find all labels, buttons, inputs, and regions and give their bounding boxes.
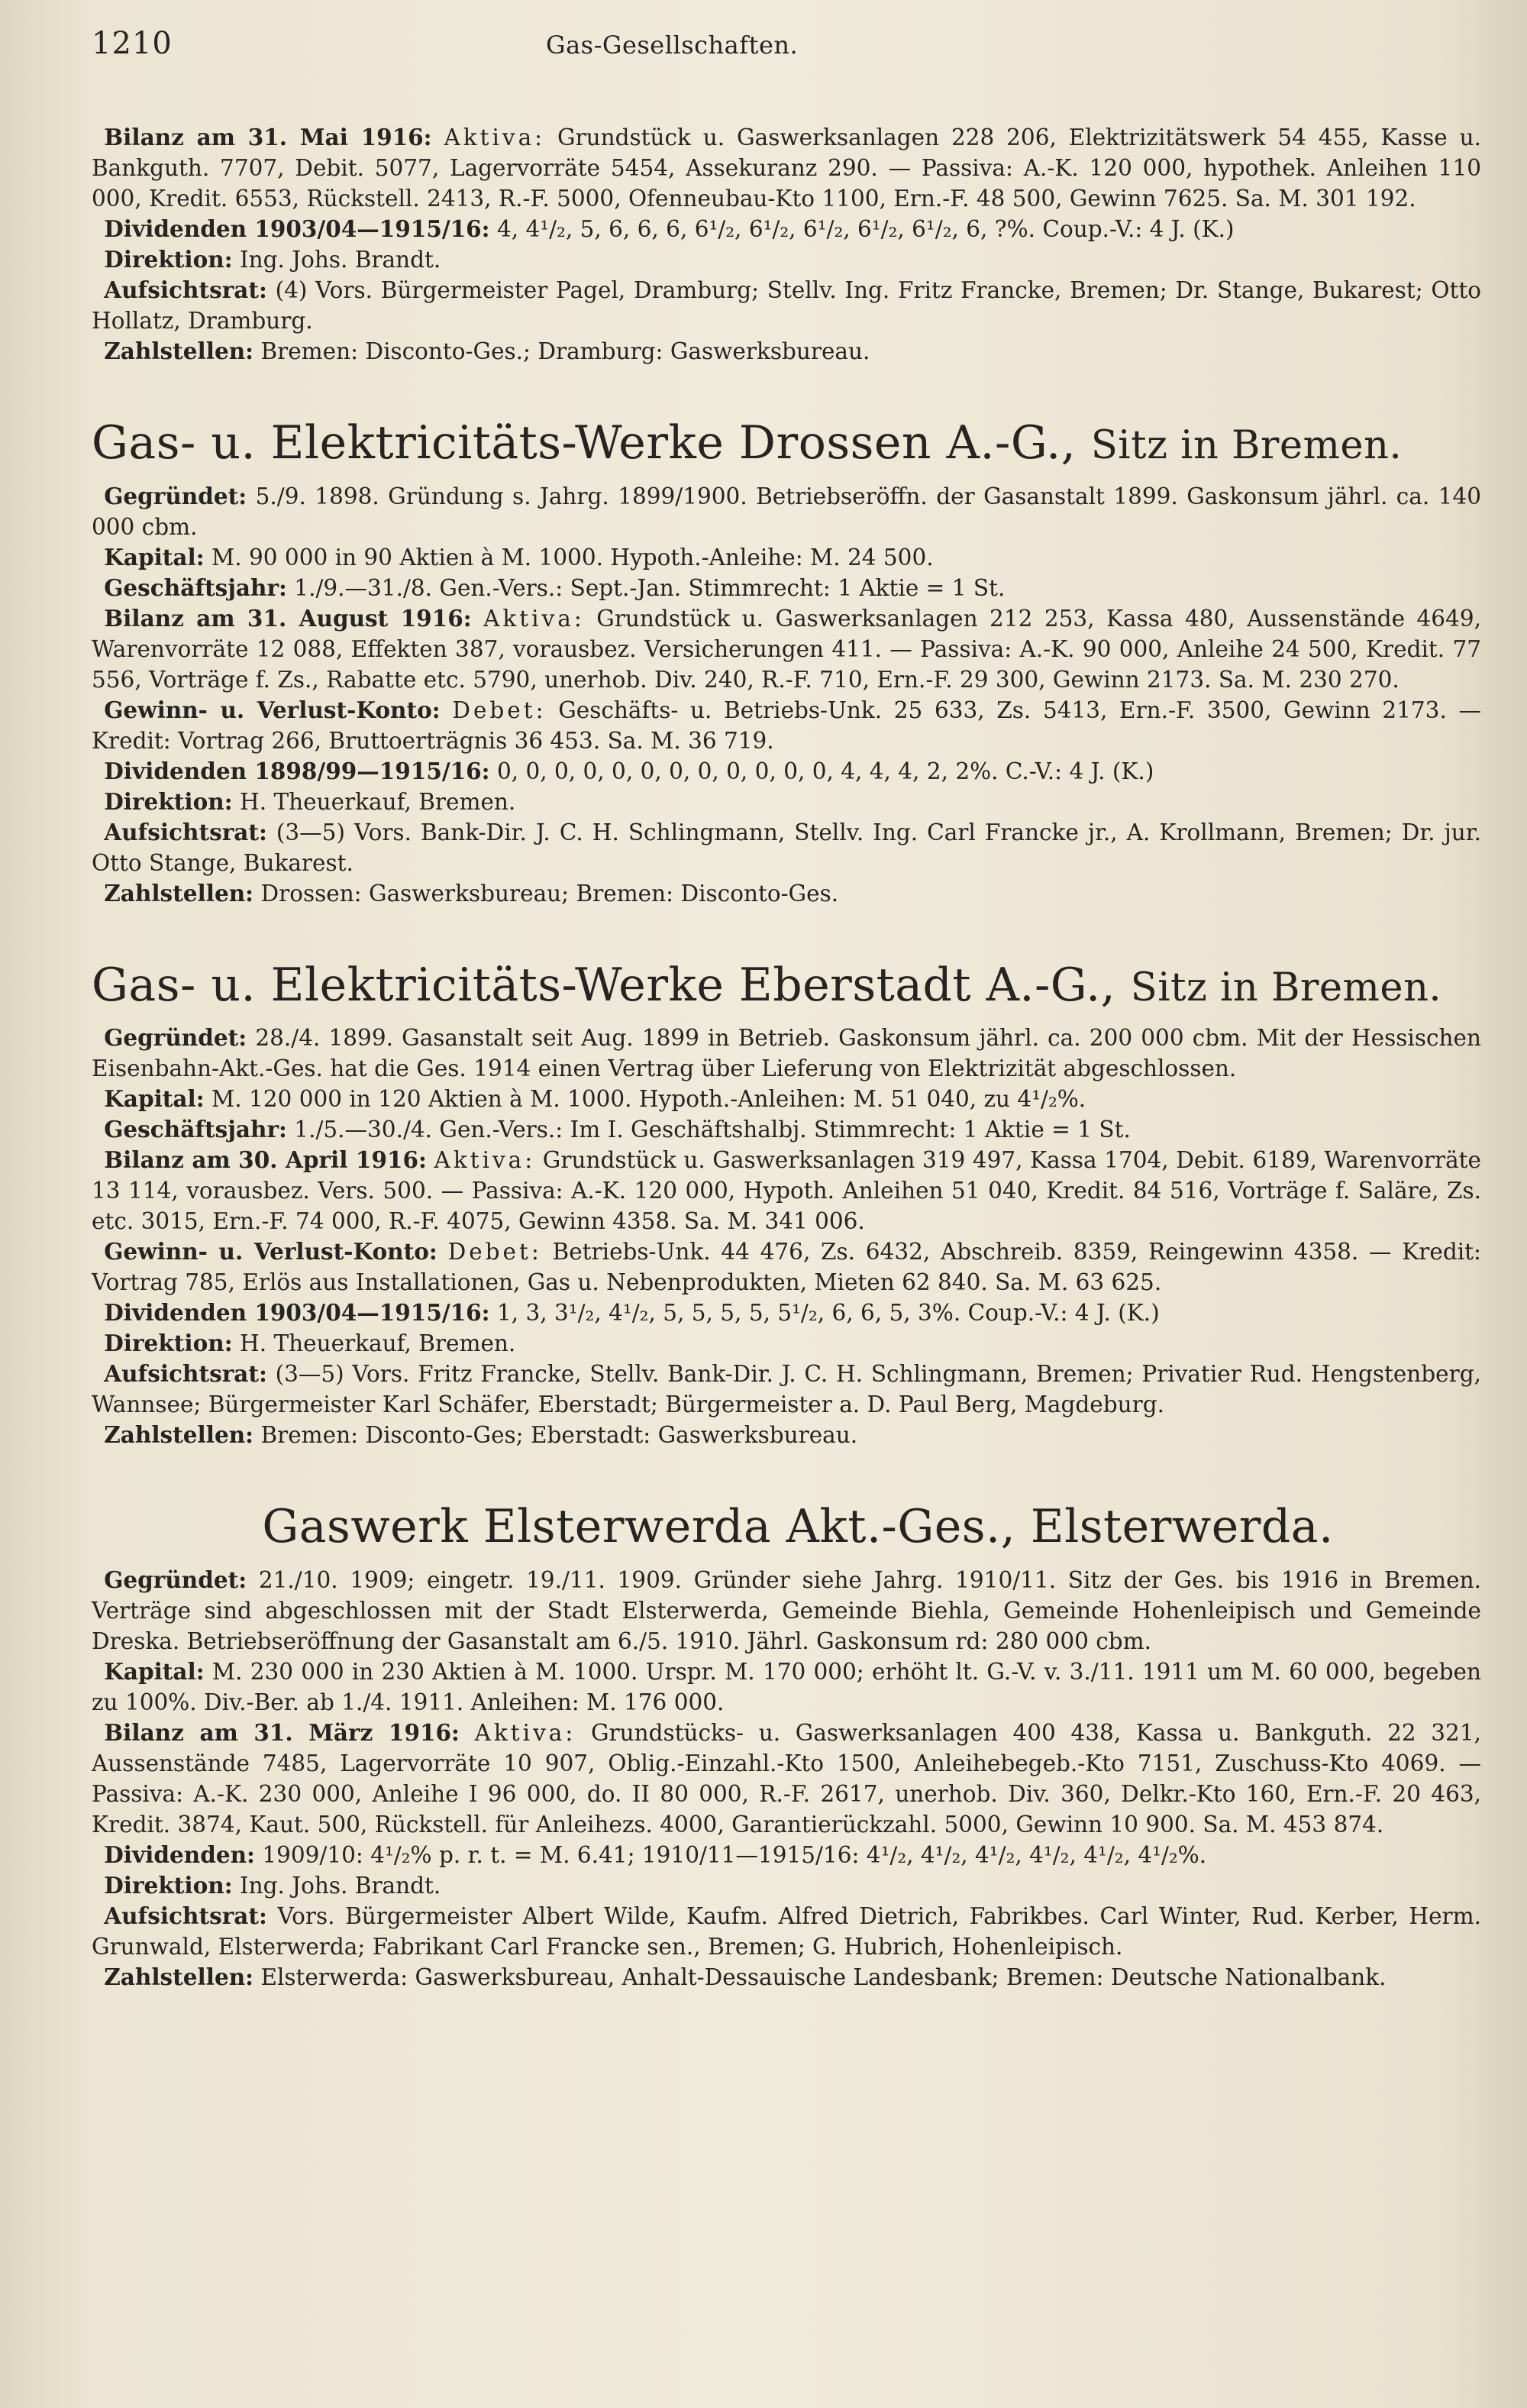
field-label: Gegründet: — [104, 1024, 247, 1052]
field-label: Direktion: — [104, 1330, 233, 1357]
field-text: M. 120 000 in 120 Aktien à M. 1000. Hypoth.-Anleihen: M. 51 040, zu 4¹/₂%. — [211, 1086, 1086, 1113]
field-label: Gegründet: — [104, 482, 247, 509]
field-label: Gewinn- u. Verlust-Konto: — [104, 696, 441, 723]
field-text: Geschäfts- u. Betriebs-Unk. 25 633, Zs. 5413, Ern.-F. 3500, Gewinn 2173. — Kredit: Vortrag 266, Bruttoerträgnis 36 453. Sa. M. 36 719. — [92, 697, 1481, 754]
section-label: Debet: — [452, 697, 547, 723]
entry-paragraph — [92, 275, 1481, 336]
field-label: Zahlstellen: — [104, 879, 254, 907]
field-text: 5./9. 1898. Gründung s. Jahrg. 1899/1900. Betriebseröffn. der Gasanstalt 1899. Gaskonsum jährl. ca. 140 000 cbm. — [92, 483, 1481, 540]
field-label: Direktion: — [104, 1871, 233, 1899]
entry-paragraph — [92, 1359, 1481, 1420]
page-number: 1210 — [92, 26, 173, 61]
company-name: Gaswerk Elsterwerda Akt.-Ges., Elsterwerda. — [262, 1500, 1334, 1554]
entry-paragraph — [92, 1145, 1481, 1236]
field-text: Ing. Johs. Brandt. — [240, 247, 441, 273]
field-label: Gewinn- u. Verlust-Konto: — [104, 1238, 437, 1265]
entry-paragraph — [92, 573, 1481, 603]
entry-paragraph — [92, 787, 1481, 817]
entry-paragraph — [92, 1718, 1481, 1840]
field-label: Bilanz am 31. März 1916: — [104, 1718, 460, 1746]
field-label: Kapital: — [104, 1657, 205, 1685]
field-label: Aufsichtsrat: — [104, 1360, 267, 1388]
entry-paragraph — [92, 542, 1481, 573]
entry-paragraph — [92, 214, 1481, 244]
entry-paragraph — [92, 1840, 1481, 1870]
field-text: Vors. Bürgermeister Albert Wilde, Kaufm. Alfred Dietrich, Fabrikbes. Carl Winter, Rud. Kerber, Herm. Grunwald, Elsterwerda; Fabrikant Carl Francke sen., Bremen; G. Hubrich, Hohenleipisch. — [92, 1902, 1481, 1960]
entry-paragraph — [92, 1298, 1481, 1328]
field-label: Bilanz am 31. August 1916: — [104, 604, 472, 632]
field-label: Dividenden: — [104, 1841, 255, 1868]
field-label: Kapital: — [104, 543, 205, 570]
entry-paragraph — [92, 122, 1481, 214]
company-title — [92, 1501, 1481, 1554]
entry-paragraph — [92, 1236, 1481, 1298]
field-text: Grundstück u. Gaswerksanlagen 228 206, Elektrizitätswerk 54 455, Kasse u. Bankguth. 7707, Debit. 5077, Lagervorräte 5454, Assekuranz 290. — Passiva: A.-K. 120 000, hypothek. Anleihen 110 000, Kredit. 6553, Rückstell. 2413, R.-F. 5000, Ofenneubau-Kto 1100, Ern.-F. 48 500, Gewinn 7625. Sa. M. 301 192. — [92, 124, 1481, 212]
field-text: Drossen: Gaswerksbureau; Bremen: Disconto-Ges. — [260, 880, 839, 907]
company-entry — [92, 959, 1481, 1451]
field-text: Betriebs-Unk. 44 476, Zs. 6432, Abschreib. 8359, Reingewinn 4358. — Kredit: Vortrag 785, Erlös aus Installationen, Gas u. Nebenprodukten, Mieten 62 840. Sa. M. 63 625. — [92, 1239, 1481, 1296]
company-seat: Sitz in Bremen. — [1090, 423, 1403, 468]
field-text: Elsterwerda: Gaswerksbureau, Anhalt-Dessauische Landesbank; Bremen: Deutsche Nationalbank. — [260, 1964, 1387, 1990]
entry-paragraph — [92, 1565, 1481, 1657]
field-text: H. Theuerkauf, Bremen. — [240, 1330, 516, 1357]
entry-paragraph — [92, 1023, 1481, 1084]
entry-paragraph — [92, 756, 1481, 787]
field-text: Grundstück u. Gaswerksanlagen 212 253, Kassa 480, Aussenstände 4649, Warenvorräte 12 088, Effekten 387, vorausbez. Versicherungen 411. — Passiva: A.-K. 90 000, Anleihe 24 500, Kredit. 77 556, Vorträge f. Zs., Rabatte etc. 5790, unerhob. Div. 240, R.-F. 710, Ern.-F. 29 300, Gewinn 2173. Sa. M. 230 270. — [92, 605, 1481, 693]
company-name: Gas- u. Elektricitäts-Werke Drossen A.-G., — [92, 416, 1077, 470]
section-label: Aktiva: — [434, 1147, 536, 1174]
field-label: Geschäftsjahr: — [104, 574, 287, 601]
field-label: Aufsichtsrat: — [104, 1902, 267, 1929]
entry-paragraph — [92, 695, 1481, 756]
section-label: Debet: — [447, 1239, 542, 1265]
field-text: Bremen: Disconto-Ges.; Dramburg: Gaswerksbureau. — [260, 338, 870, 364]
field-label: Dividenden 1898/99—1915/16: — [104, 757, 490, 784]
entry-paragraph — [92, 603, 1481, 695]
field-text: Bremen: Disconto-Ges; Eberstadt: Gaswerksbureau. — [260, 1422, 858, 1449]
field-label: Direktion: — [104, 246, 233, 273]
entry-paragraph — [92, 1084, 1481, 1114]
field-text: 28./4. 1899. Gasanstalt seit Aug. 1899 in Betrieb. Gaskonsum jährl. ca. 200 000 cbm. Mit der Hessischen Eisenbahn-Akt.-Ges. hat die Ges. 1914 einen Vertrag über Lieferung von Elektrizität abgeschlossen. — [92, 1025, 1481, 1082]
field-text: 1, 3, 3¹/₂, 4¹/₂, 5, 5, 5, 5, 5¹/₂, 6, 6, 5, 3%. Coup.-V.: 4 J. (K.) — [496, 1300, 1160, 1327]
field-label: Gegründet: — [104, 1566, 247, 1593]
field-text: Grundstücks- u. Gaswerksanlagen 400 438, Kassa u. Bankguth. 22 321, Aussenstände 7485, Lagervorräte 10 907, Oblig.-Einzahl.-Kto 1500, Anleihebegeb.-Kto 7151, Zuschuss-Kto 4069. — Passiva: A.-K. 230 000, Anleihe I 96 000, do. II 80 000, R.-F. 2617, unerhob. Div. 360, Delkr.-Kto 160, Ern.-F. 20 463, Kredit. 3874, Kaut. 500, Rückstell. für Anleihezs. 4000, Garantierückzahl. 5000, Gewinn 10 900. Sa. M. 453 874. — [92, 1719, 1481, 1838]
entry-paragraph — [92, 1962, 1481, 1993]
running-title: Gas-Gesellschaften. — [546, 31, 799, 60]
field-text: Grundstück u. Gaswerksanlagen 319 497, Kassa 1704, Debit. 6189, Warenvorräte 13 114, vorausbez. Vers. 500. — Passiva: A.-K. 120 000, Hypoth. Anleihen 51 040, Kredit. 84 516, Vorträge f. Saläre, Zs. etc. 3015, Ern.-F. 74 000, R.-F. 4075, Gewinn 4358. Sa. M. 341 006. — [92, 1147, 1481, 1235]
entry-paragraph — [92, 244, 1481, 275]
field-label: Aufsichtsrat: — [104, 818, 267, 845]
field-label: Dividenden 1903/04—1915/16: — [104, 215, 490, 242]
entry-paragraph — [92, 1328, 1481, 1359]
field-text: M. 90 000 in 90 Aktien à M. 1000. Hypoth.-Anleihe: M. 24 500. — [211, 544, 934, 570]
company-entry — [92, 122, 1481, 367]
field-label: Geschäftsjahr: — [104, 1116, 287, 1143]
section-label: Aktiva: — [474, 1719, 576, 1746]
field-text: (4) Vors. Bürgermeister Pagel, Dramburg; Stellv. Ing. Fritz Francke, Bremen; Dr. Stange, Bukarest; Otto Hollatz, Dramburg. — [92, 277, 1481, 334]
entries-container — [92, 122, 1481, 1993]
entry-paragraph — [92, 336, 1481, 367]
section-label: Aktiva: — [483, 605, 585, 632]
field-text: 1909/10: 4¹/₂% p. r. t. = M. 6.41; 1910/11—1915/16: 4¹/₂, 4¹/₂, 4¹/₂, 4¹/₂, 4¹/₂, 4¹/₂%. — [262, 1841, 1207, 1868]
field-label: Direktion: — [104, 787, 233, 815]
company-entry — [92, 1501, 1481, 1993]
field-text: M. 230 000 in 230 Aktien à M. 1000. Urspr. M. 170 000; erhöht lt. G.-V. v. 3./11. 1911 um M. 60 000, begeben zu 100%. Div.-Ber. ab 1./4. 1911. Anleihen: M. 176 000. — [92, 1658, 1481, 1715]
field-label: Bilanz am 30. April 1916: — [104, 1146, 427, 1174]
entry-paragraph — [92, 1420, 1481, 1450]
field-label: Zahlstellen: — [104, 338, 254, 364]
field-text: 0, 0, 0, 0, 0, 0, 0, 0, 0, 0, 0, 0, 4, 4, 4, 2, 2%. C.-V.: 4 J. (K.) — [496, 758, 1154, 784]
field-text: 1./5.—30./4. Gen.-Vers.: Im I. Geschäftshalbj. Stimmrecht: 1 Aktie = 1 St. — [294, 1117, 1131, 1143]
company-seat: Sitz in Bremen. — [1130, 965, 1442, 1010]
field-text: 21./10. 1909; eingetr. 19./11. 1909. Gründer siehe Jahrg. 1910/11. Sitz der Ges. bis 1916 in Bremen. Verträge sind abgeschlossen mit der Stadt Elsterwerda, Gemeinde Biehla, Gemeinde Hohenleipisch und Gemeinde Dreska. Betriebseröffnung der Gasanstalt am 6./5. 1910. Jährl. Gaskonsum rd: 280 000 cbm. — [92, 1566, 1481, 1654]
field-text: (3—5) Vors. Bank-Dir. J. C. H. Schlingmann, Stellv. Ing. Carl Francke jr., A. Krollmann, Bremen; Dr. jur. Otto Stange, Bukarest. — [92, 819, 1481, 876]
company-title — [92, 959, 1481, 1013]
company-name: Gas- u. Elektricitäts-Werke Eberstadt A.-G., — [92, 958, 1116, 1012]
entry-paragraph — [92, 1657, 1481, 1718]
entry-paragraph — [92, 1901, 1481, 1962]
field-label: Bilanz am 31. Mai 1916: — [104, 124, 432, 150]
page-header — [92, 26, 1481, 92]
field-label: Kapital: — [104, 1085, 205, 1113]
field-text: Ing. Johs. Brandt. — [240, 1872, 441, 1899]
field-text: H. Theuerkauf, Bremen. — [240, 788, 516, 815]
entry-paragraph — [92, 1114, 1481, 1145]
field-label: Zahlstellen: — [104, 1963, 254, 1990]
section-label: Aktiva: — [444, 124, 546, 150]
entry-paragraph — [92, 481, 1481, 542]
field-label: Aufsichtsrat: — [104, 276, 267, 303]
entry-paragraph — [92, 878, 1481, 909]
field-label: Dividenden 1903/04—1915/16: — [104, 1299, 490, 1327]
company-title — [92, 417, 1481, 470]
field-label: Zahlstellen: — [104, 1421, 254, 1449]
field-text: 1./9.—31./8. Gen.-Vers.: Sept.-Jan. Stimmrecht: 1 Aktie = 1 St. — [294, 574, 1006, 601]
field-text: 4, 4¹/₂, 5, 6, 6, 6, 6¹/₂, 6¹/₂, 6¹/₂, 6¹/₂, 6¹/₂, 6, ?%. Coup.-V.: 4 J. (K.) — [496, 216, 1235, 242]
entry-paragraph — [92, 817, 1481, 878]
field-text: (3—5) Vors. Fritz Francke, Stellv. Bank-Dir. J. C. H. Schlingmann, Bremen; Privatier Rud. Hengstenberg, Wannsee; Bürgermeister Karl Schäfer, Eberstadt; Bürgermeister a. D. Paul Berg, Magdeburg. — [92, 1361, 1481, 1418]
entry-paragraph — [92, 1870, 1481, 1901]
company-entry — [92, 417, 1481, 909]
